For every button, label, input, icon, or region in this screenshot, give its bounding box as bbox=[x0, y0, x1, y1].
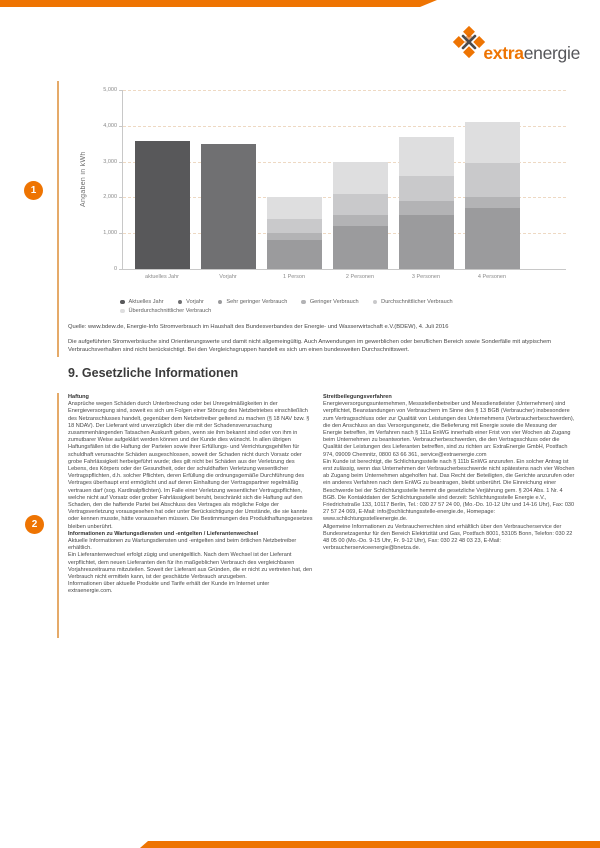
legal-paragraph: Ein Lieferantenwechsel erfolgt zügig und unentgeltlich. Nach dem Wechsel ist der Lieferant verpflichtet, dem neuen Lieferanten den für ihn maßgeblichen Verbrauch des vergleichbaren Vorjahreszeitraums mitzuteilen. Soweit der Lieferant aus Gründen, die er nicht zu vertreten hat, den Verbrauch nicht ermitteln kann, ist der geschätzte Verbrauch anzugeben. bbox=[68, 552, 313, 581]
bar-segment bbox=[399, 176, 454, 201]
y-tick-label: 4,000 bbox=[103, 122, 117, 129]
chart-source-note: Quelle: www.bdew.de, Energie-Info Stromverbrauch im Haushalt des Bundesverbandes der Energie- und Wasserwirtschaft e.V.(BDEW), 4. Juli 2016 bbox=[68, 324, 449, 330]
legend-item bbox=[373, 299, 453, 305]
y-tick-label: 1,000 bbox=[103, 230, 117, 237]
bar-segment bbox=[333, 215, 388, 226]
x-category-label: aktuelles Jahr bbox=[145, 274, 179, 280]
y-axis-tick bbox=[119, 126, 123, 127]
top-orange-band bbox=[0, 0, 437, 7]
bar-slot bbox=[327, 90, 393, 280]
bar-segment bbox=[333, 162, 388, 194]
bar-segment bbox=[399, 201, 454, 215]
legal-paragraph: Informationen über aktuelle Produkte und Tarife erhält der Kunde im Internet unter extraenergie.com. bbox=[68, 581, 270, 595]
legal-heading-haftung: Haftung bbox=[68, 394, 89, 400]
y-axis-tick bbox=[119, 269, 123, 270]
x-category-label: 3 Personen bbox=[411, 274, 441, 280]
brand-clover-icon bbox=[452, 25, 483, 62]
bar-stack bbox=[135, 141, 190, 269]
bar-stack bbox=[399, 137, 454, 269]
legend-dot-icon bbox=[301, 300, 306, 305]
legal-paragraph: Energieversorgungsunternehmen, Messstellenbetreiber und Messdienstleister (Unternehmen) sind verpflichtet, Beanstandungen von Verbrauchern im Sinne des § 13 BGB (Verbraucher) insbesondere zum Vertragsschluss oder zur Qualität von Leistungen des Unternehmens (Verbraucherbeschwerden), die den Anschluss an das Versorgungsnetz, die Belieferung mit Energie sowie die Messung der Energie betreffen, im Verfahren nach § 111a EnWG innerhalb einer Frist von vier Wochen ab Zugang beim Unternehmen zu beantworten. Verbraucherbeschwerden, die den Vertragsschluss oder die Qualität der Leistungen des Lieferanten betreffen, sind zu richten an: ExtraEnergie GmbH, Postfach 974, 09009 Chemnitz, 0800 63 66 361, service@extraenergie.com bbox=[323, 401, 575, 458]
legal-paragraph: Ansprüche wegen Schäden durch Unterbrechung oder bei Unregelmäßigkeiten in der Energieversorgung sind, soweit es sich um Folgen einer Störung des Netzbetriebes einschließlich des Netzanschlusses handelt, gegenüber dem Netzbetreiber geltend zu machen (§ 18 NAV bzw. § 18 NDAV). Der Lieferant wird unverzüglich über die mit der Schadensverursachung zusammenhängenden Tatsachen Auskunft geben, wenn sie ihm bekannt sind oder von ihm in zumutbarer Weise aufgeklärt werden können und der Kunde dies wünscht. In allen übrigen Haftungsfällen ist die Haftung der Parteien sowie ihrer Erfüllungs- und Verrichtungsgehilfen für schuldhaft verursachte Schäden ausgeschlossen, soweit der Schaden nicht durch Vorsatz oder grobe Fahrlässigkeit herbeigeführt wurde; dies gilt nicht bei Schäden aus der Verletzung des Lebens, des Körpers oder der Gesundheit, oder der schuldhaften Verletzung wesentlicher Vertragspflichten, d.h. solcher Pflichten, deren Erfüllung die ordnungsgemäße Durchführung des Vertrages überhaupt erst ermöglicht und auf deren Einhaltung der Vertragspartner regelmäßig vertrauen darf (sog. Kardinalpflichten). Im Falle einer Verletzung wesentlicher Vertragspflichten, welche nicht auf Vorsatz oder grober Fahrlässigkeit beruht, beschränkt sich die Haftung auf den Schaden, den die haftende Partei bei Abschluss des Vertrages als mögliche Folge der Vertragsverletzung vorausgesehen hat oder unter Berücksichtigung der Umstände, die sie kannte oder kennen musste, hätte voraussehen müssen. Die Bestimmungen des Produkthaftungsgesetzes bleiben unberührt. bbox=[68, 401, 313, 530]
bar-segment bbox=[465, 122, 520, 163]
legend-item bbox=[301, 299, 358, 305]
legend-label: Vorjahr bbox=[186, 299, 204, 305]
legal-heading-streitbeilegung: Streitbeilegungsverfahren bbox=[323, 394, 392, 400]
x-category-label: Vorjahr bbox=[219, 274, 237, 280]
chart-legend bbox=[120, 299, 453, 317]
chart-y-axis-title: Angaben in kWh bbox=[80, 151, 87, 208]
legend-label: Sehr geringer Verbrauch bbox=[226, 299, 288, 305]
y-tick-label: 5,000 bbox=[103, 87, 117, 93]
legend-label: Aktuelles Jahr bbox=[128, 299, 164, 305]
legend-dot-icon bbox=[218, 300, 223, 305]
legal-column-left bbox=[68, 394, 315, 596]
brand-name-energie: energie bbox=[523, 42, 580, 63]
legal-paragraph: Aktuelle Informationen zu Wartungsdiensten und -entgelten sind beim örtlichen Netzbetreiber erhältlich. bbox=[68, 538, 297, 552]
section-heading: 9. Gesetzliche Informationen bbox=[68, 366, 239, 380]
section-2-marker: 2 bbox=[25, 515, 44, 534]
y-axis-tick bbox=[119, 197, 123, 198]
section-2-accent-line bbox=[57, 393, 59, 638]
y-tick-label: 0 bbox=[113, 266, 117, 272]
section-1-accent-line bbox=[57, 81, 59, 357]
bar-segment bbox=[267, 197, 322, 218]
bar-segment bbox=[135, 141, 190, 269]
x-category-label: 2 Personen bbox=[345, 274, 375, 280]
legal-paragraph: Allgemeine Informationen zu Verbraucherrechten sind erhältlich über den Verbraucherservice der Bundesnetzagentur für den Bereich Elektrizität und Gas, Postfach 8001, 53105 Bonn, Telefon: 030 22 48 05 00 (Mo.-Do. 9-15 Uhr, Fr. 9-12 Uhr), Fax: 030 22 48 03 23, E-Mail: verbraucherserviceenergie@bnetza.de. bbox=[323, 523, 573, 552]
y-axis-tick bbox=[119, 90, 123, 91]
y-tick-label: 2,000 bbox=[103, 194, 117, 201]
bar-segment bbox=[267, 219, 322, 233]
legend-label: Überdurchschnittlicher Verbrauch bbox=[128, 308, 212, 314]
bar-stack bbox=[333, 162, 388, 269]
bottom-orange-band bbox=[140, 841, 600, 848]
legend-item bbox=[218, 299, 287, 305]
bar-stack bbox=[465, 122, 520, 269]
bar-slot bbox=[195, 90, 261, 280]
bar-slot bbox=[261, 90, 327, 280]
bar-segment bbox=[333, 226, 388, 269]
legal-paragraph: Ein Kunde ist berechtigt, die Schlichtungsstelle nach § 111b EnWG anzurufen. Ein solcher Antrag ist erst zulässig, wenn das Unternehmen der Verbraucherbeschwerde nicht spätestens nach vier Wochen ab Zugang beim Unternehmen abgeholfen hat. Das Recht der Beteiligten, die Gerichte anzurufen oder ein anderes Verfahren nach dem EnWG zu beantragen, bleibt unberührt. Die Einreichung einer Beschwerde bei der Schlichtungsstelle hemmt die gesetzliche Verjährung gem. § 204 Abs. 1 Nr. 4 BGB. Die Kontaktdaten der Schlichtungsstelle sind derzeit: Schlichtungsstelle Energie e.V., Friedrichstraße 133, 10117 Berlin, Tel.: 030 27 57 24 00, (Mo.-Do. 10-12 Uhr und 14-16 Uhr), Fax: 030 27 57 24 069, E-Mail: info@schlichtungsstelle-energie.de, Homepage: www.schlichtungsstelleenergie.de. bbox=[323, 458, 575, 523]
y-axis-tick bbox=[119, 162, 123, 163]
legend-dot-icon bbox=[120, 309, 125, 314]
chart-plot bbox=[103, 87, 566, 280]
legend-label: Geringer Verbrauch bbox=[309, 299, 359, 305]
bar-segment bbox=[465, 197, 520, 208]
bar-segment bbox=[399, 215, 454, 269]
y-axis-tick bbox=[119, 233, 123, 234]
bar-segment bbox=[267, 240, 322, 269]
brand-name bbox=[483, 42, 580, 63]
bar-slot bbox=[459, 90, 525, 280]
x-category-label: 4 Personen bbox=[477, 274, 507, 280]
bar-slot bbox=[393, 90, 459, 280]
bar-segment bbox=[465, 163, 520, 197]
bars-container bbox=[129, 90, 525, 280]
bar-segment bbox=[333, 194, 388, 215]
legal-heading-wartungsdienste: Informationen zu Wartungsdiensten und -entgelten / Lieferantenwechsel bbox=[68, 530, 259, 537]
y-tick-label: 3,000 bbox=[103, 158, 117, 165]
brand-name-extra: extra bbox=[483, 42, 524, 63]
section-1-marker: 1 bbox=[24, 181, 43, 200]
bar-segment bbox=[201, 144, 256, 269]
legend-dot-icon bbox=[120, 300, 125, 305]
chart-legend-row-2 bbox=[120, 308, 453, 314]
chart-disclaimer: Die aufgeführten Stromverbräuche sind Orientierungswerte und damit nicht allgemeingültig. Auch Anwendungen im gewerblichen oder beruflichen Bereich sowie Sonderfälle mit atypischem Verbrauchsverhalten sind nicht berücksichtigt. Bei den Vergleichsgruppen handelt es sich um einen bundesweiten Durchschnittswert. bbox=[68, 339, 552, 353]
legend-dot-icon bbox=[178, 300, 183, 305]
bar-segment bbox=[267, 233, 322, 240]
chart-legend-row-1 bbox=[120, 299, 453, 305]
brand-logo bbox=[452, 25, 580, 62]
legend-item bbox=[120, 299, 164, 305]
legal-column-right bbox=[323, 394, 576, 552]
legend-dot-icon bbox=[373, 300, 378, 305]
legend-item bbox=[178, 299, 204, 305]
bar-slot bbox=[129, 90, 195, 280]
bar-stack bbox=[201, 144, 256, 269]
legend-item bbox=[120, 308, 211, 314]
x-category-label: 1 Person bbox=[282, 274, 305, 280]
bar-stack bbox=[267, 197, 322, 269]
legend-label: Durchschnittlicher Verbrauch bbox=[381, 299, 453, 305]
bar-segment bbox=[465, 208, 520, 269]
bar-segment bbox=[399, 137, 454, 176]
